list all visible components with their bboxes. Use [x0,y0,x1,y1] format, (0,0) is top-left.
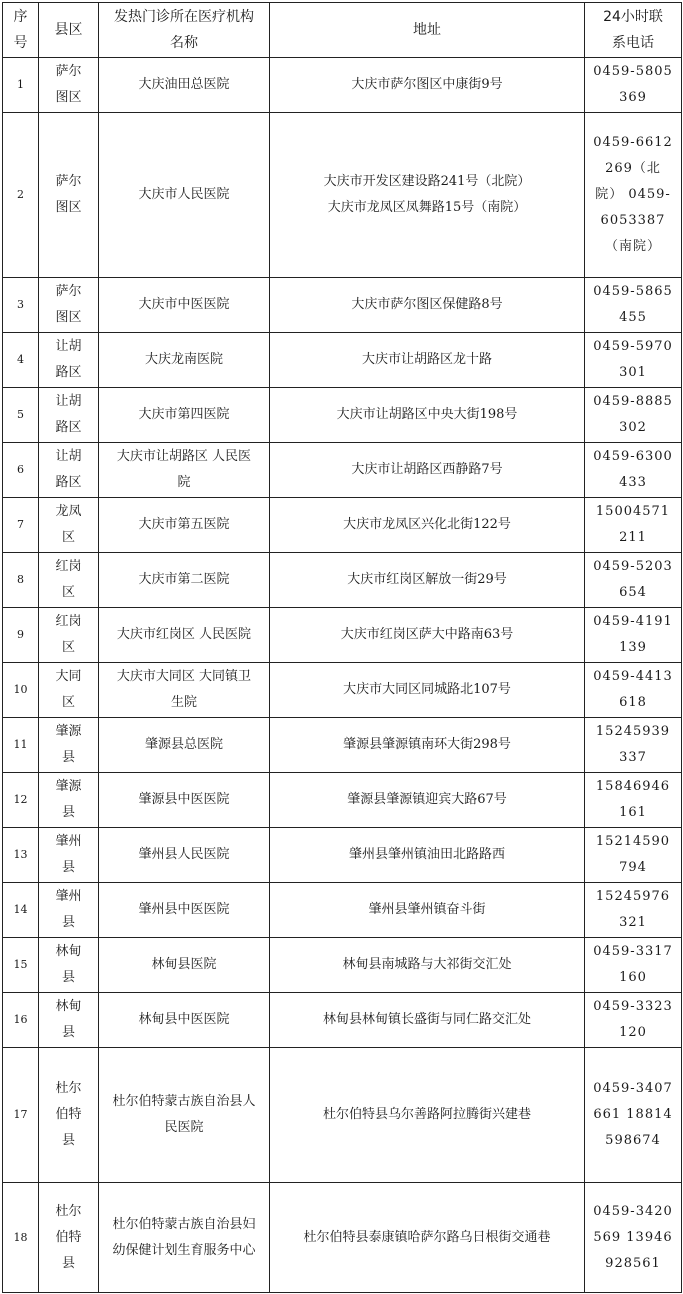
row-number: 1 [3,58,39,113]
header-district: 县区 [39,3,99,58]
row-hospital: 肇州县人民医院 [99,828,270,883]
row-district: 林甸县 [39,993,99,1048]
header-row [3,3,682,58]
row-hospital: 大庆龙南医院 [99,333,270,388]
row-address [270,938,585,993]
row-address [270,718,585,773]
row-hospital: 林甸县中医医院 [99,993,270,1048]
row-district: 萨尔图区 [39,113,99,278]
row-address [270,773,585,828]
row-hospital: 肇源县总医院 [99,718,270,773]
row-phone: 0459-3420569 13946928561 [585,1183,682,1293]
row-number: 6 [3,443,39,498]
row-hospital: 大庆市第二医院 [99,553,270,608]
row-number: 15 [3,938,39,993]
address-line: 大庆市龙凤区凤舞路15号（南院） [327,200,527,215]
row-phone: 0459-5203654 [585,553,682,608]
row-address [270,498,585,553]
row-district: 肇源县 [39,773,99,828]
row-address [270,828,585,883]
table-row [3,1183,682,1293]
address-line: 肇州县肇州镇油田北路路西 [348,847,505,862]
table-row [3,443,682,498]
row-phone: 0459-3317160 [585,938,682,993]
row-number: 14 [3,883,39,938]
row-district: 萨尔图区 [39,278,99,333]
fever-clinic-table [2,2,682,1293]
address-line: 杜尔伯特县乌尔善路阿拉腾街兴建巷 [322,1107,531,1122]
row-district: 杜尔伯特县 [39,1048,99,1183]
header-no: 序号 [3,3,39,58]
table-row [3,828,682,883]
row-number: 17 [3,1048,39,1183]
address-line: 大庆市红岗区解放一街29号 [347,572,507,587]
row-district: 大同区 [39,663,99,718]
table-row [3,498,682,553]
row-address [270,333,585,388]
row-hospital: 大庆市红岗区 人民医院 [99,608,270,663]
row-district: 龙凤区 [39,498,99,553]
row-hospital: 大庆市让胡路区 人民医院 [99,443,270,498]
table-row [3,333,682,388]
row-number: 4 [3,333,39,388]
row-address [270,278,585,333]
row-district: 萨尔图区 [39,58,99,113]
row-address [270,58,585,113]
table-row [3,608,682,663]
row-hospital: 大庆市第四医院 [99,388,270,443]
row-address [270,388,585,443]
row-address [270,443,585,498]
row-district: 让胡路区 [39,388,99,443]
row-address [270,553,585,608]
address-line: 杜尔伯特县泰康镇哈萨尔路乌日根街交通巷 [303,1229,551,1245]
table-row [3,553,682,608]
row-number: 11 [3,718,39,773]
row-number: 12 [3,773,39,828]
row-phone: 15846946161 [585,773,682,828]
header-address: 地址 [270,3,585,58]
table-row [3,278,682,333]
address-line: 大庆市龙凤区兴化北街122号 [343,517,511,532]
row-address [270,1183,585,1293]
table-row [3,993,682,1048]
row-number: 13 [3,828,39,883]
row-hospital: 杜尔伯特蒙古族自治县人民医院 [99,1048,270,1183]
row-phone: 0459-5970301 [585,333,682,388]
row-address [270,113,585,278]
row-number: 8 [3,553,39,608]
row-phone: 0459-8885302 [585,388,682,443]
row-district: 让胡路区 [39,443,99,498]
row-hospital: 杜尔伯特蒙古族自治县妇幼保健计划生育服务中心 [99,1183,270,1293]
table-row [3,663,682,718]
table-row [3,388,682,443]
row-hospital: 肇州县中医医院 [99,883,270,938]
row-number: 5 [3,388,39,443]
row-hospital: 大庆市人民医院 [99,113,270,278]
row-phone: 0459-6300433 [585,443,682,498]
row-address [270,663,585,718]
row-hospital: 大庆油田总医院 [99,58,270,113]
table-row [3,58,682,113]
row-number: 9 [3,608,39,663]
row-phone: 0459-3407661 18814598674 [585,1048,682,1183]
row-phone: 0459-4191139 [585,608,682,663]
row-district: 肇源县 [39,718,99,773]
table-row [3,773,682,828]
row-phone: 15245939337 [585,718,682,773]
address-line: 大庆市让胡路区中央大街198号 [336,407,518,422]
row-address [270,993,585,1048]
row-district: 红岗区 [39,553,99,608]
address-line: 肇源县肇源镇迎宾大路67号 [347,792,507,807]
address-line: 大庆市让胡路区龙十路 [361,352,492,367]
table-row [3,718,682,773]
address-line: 林甸县南城路与大祁街交汇处 [342,957,512,972]
address-line: 大庆市萨尔图区中康街9号 [351,77,503,92]
row-number: 3 [3,278,39,333]
address-line: 大庆市开发区建设路241号（北院） [323,174,531,189]
address-line: 肇源县肇源镇南环大街298号 [343,737,511,752]
row-phone: 15214590794 [585,828,682,883]
header-phone: 24小时联系电话 [585,3,682,58]
address-line: 肇州县肇州镇奋斗街 [368,902,486,917]
row-number: 2 [3,113,39,278]
row-hospital: 林甸县医院 [99,938,270,993]
row-phone: 0459-6612269（北院） 0459-6053387（南院） [585,113,682,278]
row-address [270,1048,585,1183]
row-number: 18 [3,1183,39,1293]
table-row [3,938,682,993]
row-phone: 15245976321 [585,883,682,938]
table-row [3,113,682,278]
address-line: 大庆市红岗区萨大中路南63号 [340,627,514,642]
address-line: 大庆市大同区同城路北107号 [343,682,511,697]
row-phone: 0459-5805369 [585,58,682,113]
row-district: 杜尔伯特县 [39,1183,99,1293]
row-number: 10 [3,663,39,718]
table-body [3,58,682,1293]
row-phone: 0459-5865455 [585,278,682,333]
row-district: 红岗区 [39,608,99,663]
row-number: 16 [3,993,39,1048]
row-district: 肇州县 [39,883,99,938]
row-address [270,883,585,938]
row-number: 7 [3,498,39,553]
table-row [3,883,682,938]
address-line: 大庆市让胡路区西静路7号 [351,462,503,477]
row-hospital: 肇源县中医医院 [99,773,270,828]
row-district: 林甸县 [39,938,99,993]
address-line: 大庆市萨尔图区保健路8号 [351,297,503,312]
table-row [3,1048,682,1183]
address-line: 林甸县林甸镇长盛街与同仁路交汇处 [322,1012,531,1027]
row-address [270,608,585,663]
row-district: 肇州县 [39,828,99,883]
row-hospital: 大庆市中医医院 [99,278,270,333]
row-phone: 0459-4413618 [585,663,682,718]
row-phone: 0459-3323120 [585,993,682,1048]
row-phone: 15004571211 [585,498,682,553]
row-hospital: 大庆市大同区 大同镇卫生院 [99,663,270,718]
header-hospital: 发热门诊所在医疗机构名称 [99,3,270,58]
row-hospital: 大庆市第五医院 [99,498,270,553]
row-district: 让胡路区 [39,333,99,388]
